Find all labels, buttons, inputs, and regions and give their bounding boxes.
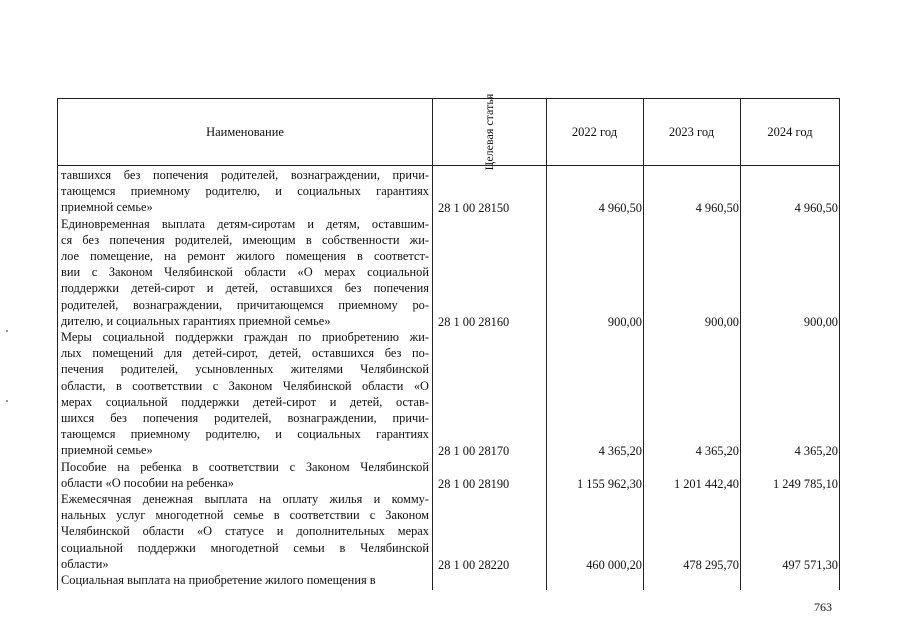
value-2023: 4 960,50 [695, 201, 739, 216]
column-divider [546, 99, 547, 590]
header-2023: 2023 год [668, 124, 715, 139]
description-line: дителю, и социальных гарантиях приемной семье» [61, 313, 331, 328]
description-line: Меры социальной поддержки граждан по приобретению жи- [61, 330, 429, 344]
description-line: области» [61, 556, 109, 571]
value-2024: 4 365,20 [794, 444, 838, 459]
row-description [61, 167, 429, 216]
target-article-code: 28 1 00 28220 [438, 557, 510, 572]
header-2024: 2024 год [767, 124, 813, 139]
description-line: области, в соответствии с Законом Челябинской области «О [61, 378, 429, 393]
row-description [61, 459, 429, 491]
description-line: лых помещений для детей-сирот, детей, оставшихся без по- [61, 346, 429, 361]
header-name: Наименование [206, 124, 284, 139]
description-line: вии с Законом Челябинской области «О мерах социальной [61, 265, 429, 280]
description-line: Челябинской области «О статусе и дополнительных мерах [61, 524, 429, 539]
value-2023: 478 295,70 [683, 557, 739, 572]
header-code-label: Целевая статья [482, 93, 496, 171]
row-description [61, 329, 429, 459]
header-2022: 2022 год [571, 124, 618, 139]
value-2024: 1 249 785,10 [772, 476, 838, 491]
margin-mark [6, 400, 8, 402]
page-number: 763 [814, 600, 832, 614]
description-line: печения родителей, усыновленных жителями Челябинской [61, 362, 429, 377]
value-2022: 4 960,50 [598, 201, 642, 216]
value-2023: 4 365,20 [695, 444, 739, 459]
row-description [61, 572, 429, 588]
description-line: Социальная выплата на приобретение жилого помещения в [61, 573, 376, 587]
value-2024: 4 960,50 [794, 201, 838, 216]
margin-mark [6, 330, 8, 332]
target-article-code: 28 1 00 28150 [438, 201, 510, 216]
target-article-code: 28 1 00 28190 [438, 476, 510, 491]
column-divider [643, 99, 644, 590]
header-divider [58, 165, 839, 166]
target-article-code: 28 1 00 28170 [438, 444, 510, 459]
row-description [61, 491, 429, 572]
description-line: ся без попечения родителей, имеющим в собственности жи- [61, 232, 429, 247]
description-line: тавшихся без попечения родителей, вознаграждении, причи- [61, 168, 429, 182]
description-line: Единовременная выплата детям-сиротам и детям, оставшим- [61, 216, 429, 231]
target-article-code: 28 1 00 28160 [438, 314, 510, 329]
description-line: мерах социальной поддержки детей-сирот и детей, остав- [61, 394, 429, 409]
value-2022: 4 365,20 [598, 444, 642, 459]
header-code [432, 93, 546, 171]
value-2024: 497 571,30 [782, 557, 838, 572]
description-line: лое помещение, на ремонт жилого помещения в соответст- [61, 248, 429, 263]
value-2023: 1 201 442,40 [673, 476, 739, 491]
description-line: приемной семье» [61, 200, 153, 215]
description-line: тающемся приемному родителю, и социальных гарантиях [61, 184, 429, 199]
value-2024: 900,00 [803, 314, 838, 329]
value-2022: 1 155 962,30 [576, 476, 642, 491]
column-divider [740, 99, 741, 590]
value-2022: 460 000,20 [586, 557, 642, 572]
description-line: поддержки детей-сирот и детей, оставшихся без попечения [61, 281, 429, 296]
description-line: социальной поддержки многодетной семьи в Челябинской [61, 540, 429, 555]
description-line: родителей, вознаграждении, причитающемся приемному ро- [61, 297, 429, 312]
description-line: области «О пособии на ребенка» [61, 475, 234, 490]
description-line: Пособие на ребенка в соответствии с Законом Челябинской [61, 459, 429, 474]
value-2022: 900,00 [607, 314, 642, 329]
description-line: тающемся приемному родителю, и социальных гарантиях [61, 427, 429, 442]
description-line: Ежемесячная денежная выплата на оплату жилья и комму- [61, 492, 429, 506]
row-description [61, 216, 429, 329]
column-divider [432, 99, 433, 590]
description-line: приемной семье» [61, 443, 153, 458]
budget-table [57, 93, 840, 590]
description-line: шихся без попечения родителей, вознаграждении, причи- [61, 410, 429, 425]
value-2023: 900,00 [704, 314, 739, 329]
description-line: нальных услуг многодетной семье в соответствии с Законом [61, 508, 429, 523]
